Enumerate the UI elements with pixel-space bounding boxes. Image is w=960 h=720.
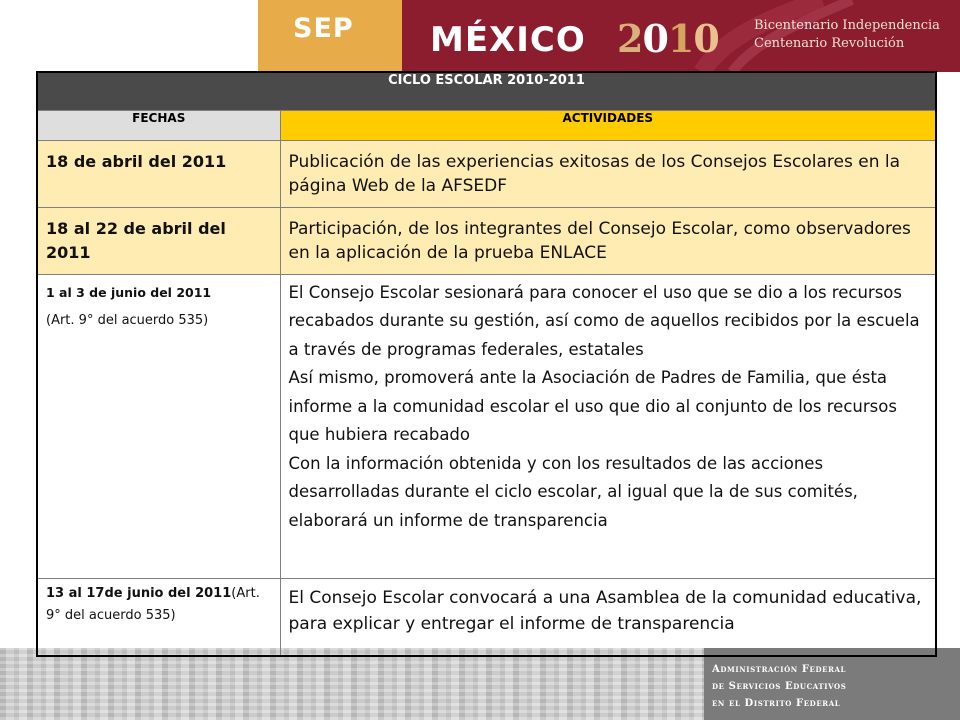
mexico-logo-word: MÉXICO	[430, 20, 586, 60]
row-date-cell	[37, 274, 280, 578]
table-title-row	[37, 72, 936, 110]
footer-pattern-overlay	[0, 648, 704, 720]
row-date: 18 al 22 de abril del 2011	[37, 207, 280, 274]
year-digit: 0	[642, 16, 668, 61]
year-digit: 0	[693, 16, 719, 61]
row-legal-note: (Art. 9° del acuerdo 535)	[46, 585, 260, 623]
activity-paragraph: El Consejo Escolar sesionará para conocer el uso que se dio a los recursos recabados durante su gestión, así como de aquellos recibidos por la escuela a través de programas federales, estatales	[288, 282, 920, 359]
row-date: 18 de abril del 2011	[37, 140, 280, 207]
year-digit: 2	[617, 16, 643, 61]
agency-line: de Servicios Educativos	[712, 681, 847, 692]
agency-line: en el Distrito Federal	[712, 698, 841, 709]
sep-logo-text: SEP	[293, 13, 354, 44]
bicentenario-tagline	[754, 17, 940, 53]
table-row	[37, 578, 936, 656]
row-activity: Publicación de las experiencias exitosas de los Consejos Escolares en la página Web de la AFSEDF	[280, 140, 936, 207]
row-date: 1 al 3 de junio del 2011	[46, 284, 212, 300]
row-activity	[280, 274, 936, 578]
tagline-line: Bicentenario Independencia	[754, 18, 940, 33]
school-cycle-table	[36, 71, 937, 657]
agency-name	[712, 661, 846, 712]
agency-line: Administración Federal	[712, 664, 847, 675]
row-date-cell	[37, 578, 280, 656]
tagline-line: Centenario Revolución	[754, 36, 905, 51]
table-row	[37, 207, 936, 274]
row-activity: Participación, de los integrantes del Consejo Escolar, como observadores en la aplicación de la prueba ENLACE	[280, 207, 936, 274]
row-date: 13 al 17de junio del 2011	[46, 585, 232, 601]
table-title: CICLO ESCOLAR 2010-2011	[37, 72, 936, 110]
table-row	[37, 274, 936, 578]
row-legal-note: (Art. 9° del acuerdo 535)	[46, 312, 209, 328]
column-header-activities: ACTIVIDADES	[280, 110, 936, 140]
activity-paragraph: Con la información obtenida y con los resultados de las acciones desarrolladas durante el ciclo escolar, al igual que la de sus comités, elaborará un informe de transparencia	[288, 453, 858, 530]
year-digit: 1	[667, 16, 694, 61]
column-header-dates: FECHAS	[37, 110, 280, 140]
year-2010-logo	[617, 18, 719, 60]
row-activity: El Consejo Escolar convocará a una Asamblea de la comunidad educativa, para explicar y entregar el informe de transparencia	[280, 578, 936, 656]
header-banner	[0, 0, 960, 72]
activity-paragraph: Así mismo, promoverá ante la Asociación de Padres de Familia, que ésta informe a la comunidad escolar el uso que dio al conjunto de los recursos que hubiera recabado	[288, 368, 897, 444]
table-header-row	[37, 110, 936, 140]
table-row	[37, 140, 936, 207]
